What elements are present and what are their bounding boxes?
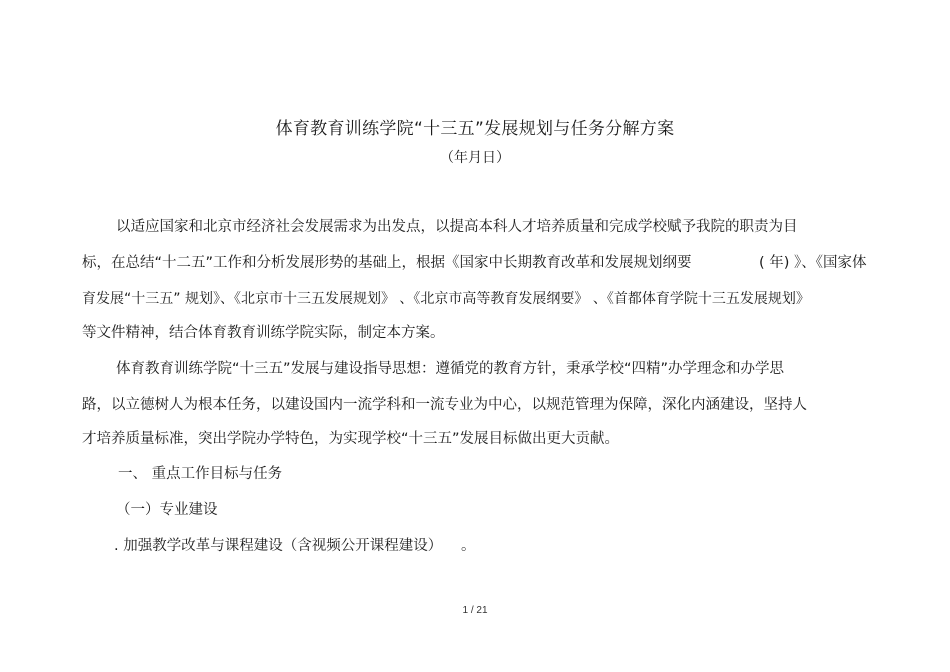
section-heading: 一、 重点工作目标与任务: [118, 466, 283, 482]
paragraph1-line3: 育发展“十三五” 规划》、《北京市十三五发展规划》 、《北京市高等教育发展纲要》 、《首都体育学院十三五发展规划》: [82, 291, 810, 307]
paragraph2-line1: 体育教育训练学院“十三五”发展与建设指导思想：遵循党的教育方针，秉承学校“四精”办学理念和办学思: [116, 361, 785, 377]
paragraph1-line2-tail: ( 年) 》、《国家体: [759, 255, 867, 271]
list-item: . 加强教学改革与课程建设（含视频公开课程建设）: [114, 538, 443, 554]
list-item-end: 。: [461, 538, 476, 554]
paragraph1-line4: 等文件精神，结合体育教育训练学院实际，制定本方案。: [82, 325, 445, 341]
paragraph1-line2: 标，在总结“十二五”工作和分析发展形势的基础上，根据《国家中长期教育改革和发展规划纲要: [82, 255, 692, 271]
document-title: 体育教育训练学院“十三五”发展规划与任务分解方案: [275, 119, 675, 139]
document-date: （年月日）: [440, 150, 510, 166]
paragraph2-line3: 才培养质量标准，突出学院办学特色，为实现学校“十三五”发展目标做出更大贡献。: [82, 431, 620, 447]
subsection-heading: （一）专业建设: [116, 502, 218, 518]
page-number: 1 / 21: [462, 605, 488, 616]
paragraph1-line1: 以适应国家和北京市经济社会发展需求为出发点，以提高本科人才培养质量和完成学校赋予我院的职责为目: [116, 219, 798, 235]
paragraph2-line2: 路，以立德树人为根本任务，以建设国内一流学科和一流专业为中心，以规范管理为保障，深化内涵建设，坚持人: [82, 397, 807, 413]
